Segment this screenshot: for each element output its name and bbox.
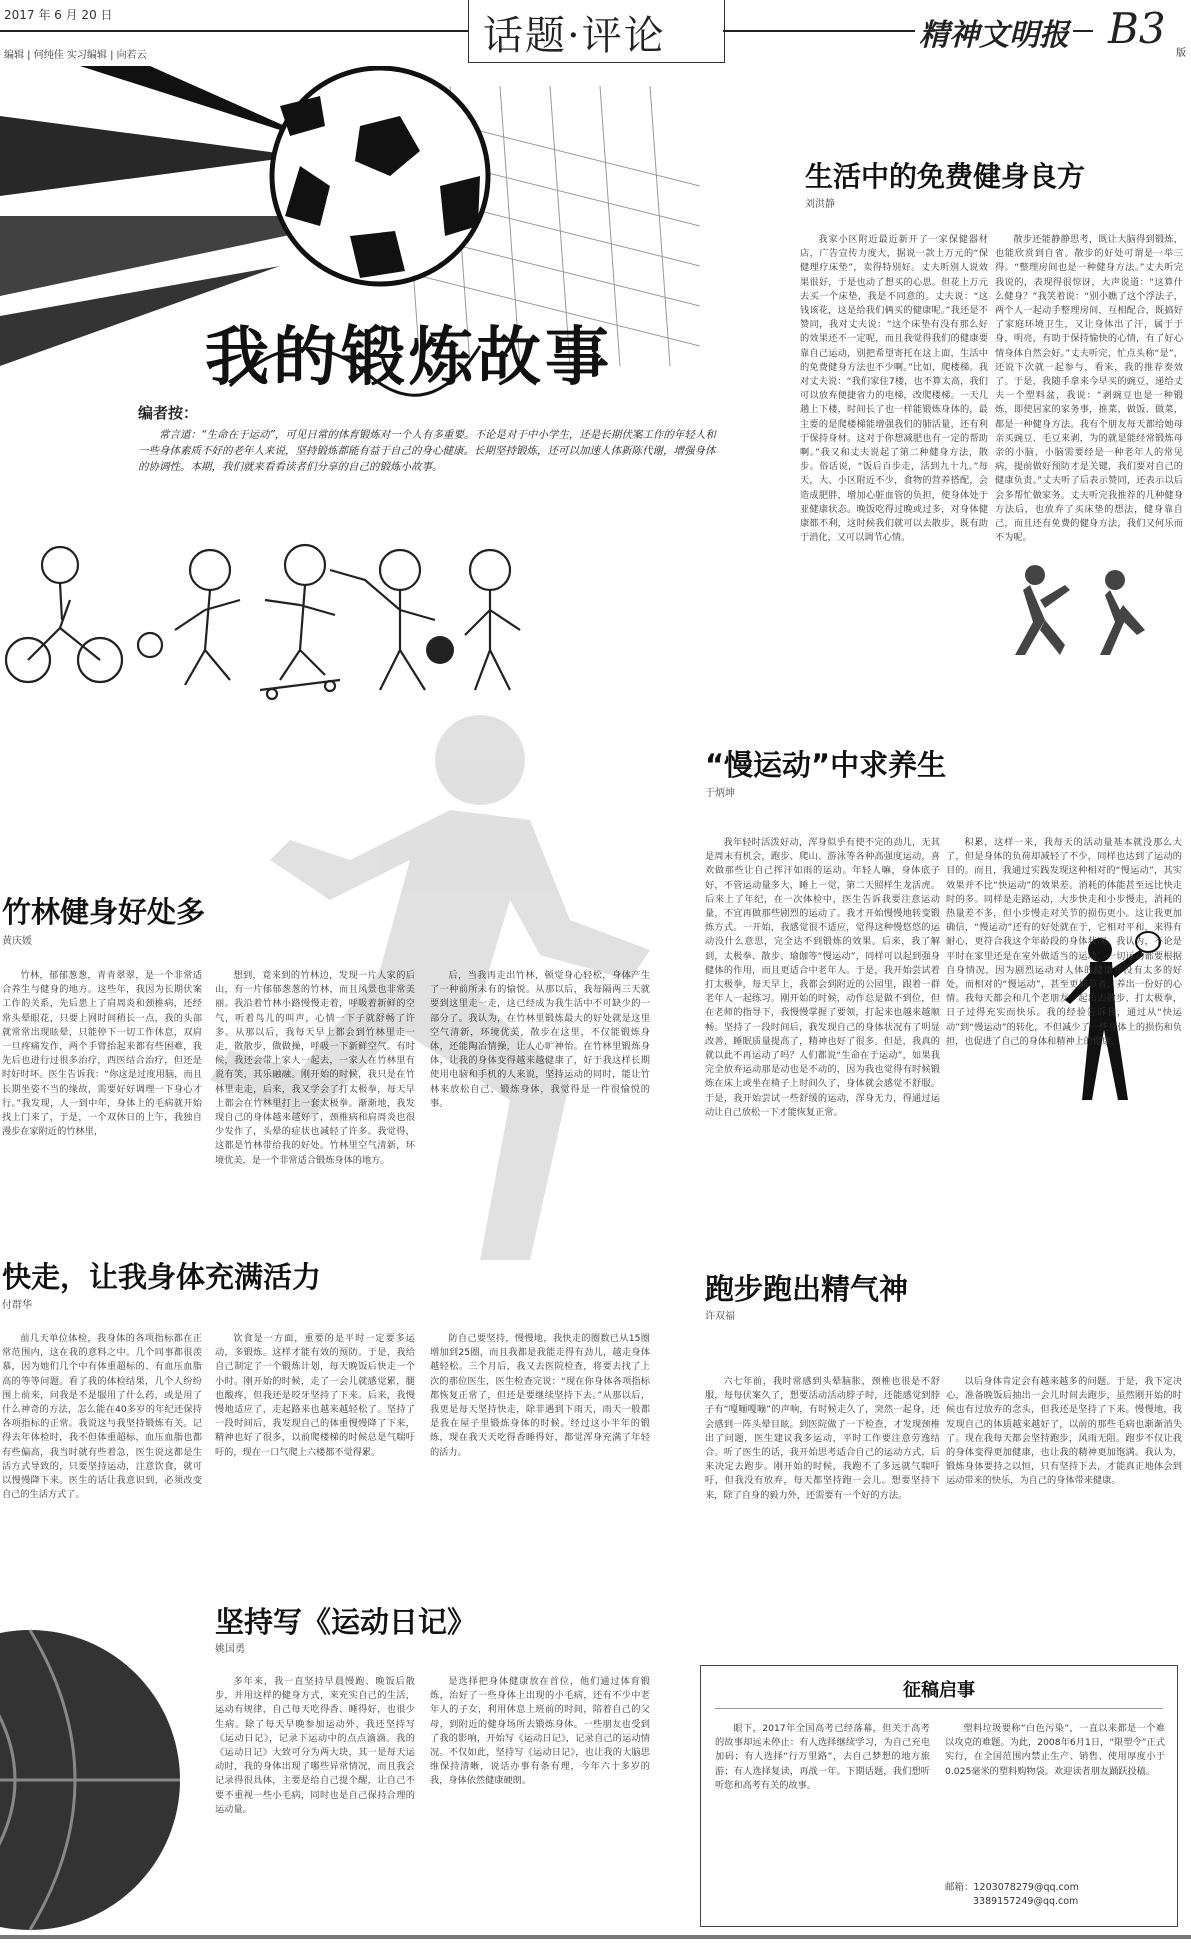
editor-note-text: 常言道：“生命在于运动”，可见日常的体育锻炼对一个人有多重要。不论是对于中小学生，还是长期伏案工作的年轻人和一些身体素质不好的老年人来说，坚持锻炼都能有益于自己的身心健康。长期坚持锻炼，还可以加速人体新陈代谢，增强身体的协调性。本期，我们就来看看读者们分享的自己的锻炼小故事。 bbox=[138, 429, 716, 473]
section-title: 话题·评论 bbox=[483, 13, 666, 59]
call-for-submissions-title: 征稿启事 bbox=[903, 1680, 975, 1701]
page-number: B3 bbox=[1108, 4, 1166, 53]
article-body-bamboo-forest-col2 bbox=[215, 969, 415, 1239]
article-body-brisk-walking-col1 bbox=[2, 1332, 202, 1590]
article-body-exercise-diary-col1 bbox=[215, 1675, 415, 1933]
article-byline-bamboo-forest: 黄庆媛 bbox=[2, 936, 32, 947]
notice-body-col2 bbox=[945, 1722, 1165, 1877]
article-title-free-fitness: 生活中的免费健身良方 bbox=[805, 160, 1086, 193]
children-sports-illustration bbox=[0, 540, 680, 700]
article-title-running: 跑步跑出精气神 bbox=[705, 1272, 909, 1306]
article-title-slow-exercise: “慢运动”中求养生 bbox=[705, 748, 947, 782]
article-body-bamboo-forest-col3 bbox=[430, 969, 650, 1224]
article-body-exercise-diary-col2 bbox=[430, 1675, 650, 1933]
paragraph: 前几天单位体检，我身体的各项指标都在正常范围内，这在我的意料之中。几个同事都很羡慕，因为她们几个中有体重超标的、有血压血脂高的等等问题。看了我的体检结果，几个人纷纷围上前来，问我是不是服用了什么药，或是用了什么神奇的方法，怎么能在40多岁的年纪还保持各项指标的正常。我说这与我坚持锻炼有关。记得去年体检时，我不但体重超标，血压血脂也都有些偏高，我当时就有些着急，医生说这都是生活方式导致的，只要坚持运动，注意饮食，就可以慢慢降下来。医生的话让我意识到，必须改变自己的生活方式了。 bbox=[2, 1333, 202, 1501]
article-body-brisk-walking-col3 bbox=[430, 1332, 650, 1532]
feature-title: 我的锻炼故事 bbox=[205, 320, 613, 395]
paragraph: 我家小区附近最近新开了一家保健器材店，广告宣传力度大，据说一款上万元的“保健理疗床垫”，卖得特别好。丈夫听别人说效果很好，于是也动了想买的心思。但花上万元去买一个床垫，我是不同意的。丈夫说：“这钱该花，这是给我们俩买的健康呢。”我还是不赞同，我对丈夫说：“这个床垫有没有那么好的效果还不一定呢，而且我觉得我们的健康要靠自己运动，别把希望寄托在这上面，生活中的免费健身方法也不少啊。”比如，爬楼梯。我对丈夫说：“我们家住7楼，也不算太高，我们可以放弃便捷省力的电梯，改爬楼梯。一天几趟上下楼，时间长了也一样能锻炼身体的，最主要的是爬楼梯能增强我们的肺活量，还有利于保持身材。这对于你想减肥也有一定的帮助啊。”我又和丈夫说起了第二种健身方法，散步。俗话说，“饭后百步走，活到九十九。”每天，大、小区附近不少，食物的营养搭配，会造成肥胖，增加心脏血管的负担，使身体处于亚健康状态。晚饭吃得过晚或过多，对身体健康都不利，这时候我们就可以去散步，既有助于消化，又可以调节心情。 bbox=[800, 234, 988, 544]
article-body-brisk-walking-col2 bbox=[215, 1332, 415, 1590]
paragraph: 防自己要坚持，慢慢地，我快走的圈数已从15圈增加到25圈，而且我都是我能走得有劲儿，越走身体越轻松。三个月后，我又去医院检查，将要去找了上次的那位医生，医生检查完说：“现在你身体各项指标都恢复正常了，但还是要继续坚持下去。”从那以后，我更是每天坚持快走，除非遇到下雨天，雨天一般都是我在屋子里锻炼身体的时候。经过这小半年的锻炼，现在我天天吃得香睡得好，都觉浑身充满了年轻的活力。 bbox=[430, 1333, 650, 1458]
article-body-running-col2 bbox=[946, 1375, 1182, 1605]
article-byline-running: 许双福 bbox=[705, 1311, 735, 1322]
call-for-submissions-box bbox=[700, 1665, 1178, 1927]
paragraph: 我年轻时活泼好动，浑身似乎有使不完的劲儿，无其是周末有机会，跑步、爬山、游泳等各种高强度运动，喜欢做那些让自己挥汗如雨的运动。年轻人嘛，身体底子好，不管运动量多大，睡上一觉，第二天照样生龙活虎。后来上了年纪，在一次体检中，医生告诉我要注意运动量，不宜再做那些剧烈的运动了。我才开始慢慢地转变锻炼方式。一开始，我感觉很不适应，觉得这种慢悠悠的运动没什么意思，完全达不到锻炼的效果。后来，我了解到，太极拳、散步、瑜伽等“慢运动”，同样可以起到强身健体的作用，而且更适合中老年人。于是，我开始尝试着打太极拳，每天早上，我都会到附近的公园里，跟着一群老年人一起练习。刚开始的时候，动作总是做不到位，但在老师的指导下，我慢慢掌握了要领，打起来也越来越顺畅。坚持了一段时间后，我发现自己的身体状况有了明显改善，睡眠质量提高了，精神也好了很多。但是，我真的就以此不再运动了吗？人们都说“生命在于运动”，如果我完全放弃运动那是动也是不动的，因为我也觉得有时候锻炼在床上或坐在椅子上时间久了，身体就会感觉不舒服。于是，我开始尝试一些舒缓的运动，浑身无力，得通过运动让自己放松一下才能恢复正常。 bbox=[705, 837, 940, 1118]
article-body-free-fitness-col2 bbox=[995, 233, 1183, 638]
paragraph: 后，当我再走出竹林，顿觉身心轻松，身体产生了一种前所未有的愉悦。从那以后，我每隔两三天就要到这里走一走，这已经成为我生活中不可缺少的一部分了。我认为，在竹林里锻炼最大的好处就是这里空气清新，环境优美，散步在这里，不仅能锻炼身体，还能陶冶情操，让人心旷神怡。在竹林里锻炼身体，让我的身体变得越来越健康了，好于我这样长期使用电脑和手机的人来说，坚持运动的同时，能让竹林来放松自己、锻炼身体，我觉得是一件很愉悦的事。 bbox=[430, 970, 650, 1109]
paragraph: 饮食是一方面，重要的是平时一定要多运动，多锻炼。这样才能有效的预防。于是，我给自己制定了一个锻炼计划，每天晚饭后快走一个小时。刚开始的时候，走了一会儿就感觉累，腿也酸疼，但我还是咬牙坚持了下来。后来，我慢慢地适应了，走起路来也越来越轻松了。坚持了一段时间后，我发现自己的体重慢慢降了下来，精神也好了很多，以前爬楼梯的时候总是气喘吁吁的，现在一口气爬上六楼都不觉得累。 bbox=[215, 1333, 415, 1458]
issue-date: 2017 年 6 月 20 日 bbox=[4, 8, 113, 22]
paragraph: 积累，这样一来，我每天的活动量基本就没那么大了，但是身体的负荷却减轻了不少，同样也达到了运动的目的。而且，我通过实践发现这种相对的“慢运动”，其实效果并不比“快运动”的效果差。消耗的体能甚至远比快走时的多。同样是走路运动，大步快走和小步慢走，消耗的热量差不多，但小步慢走对关节的损伤更小。这让我更加确信，“慢运动”还有的好处就在于，它相对平和，来得有耐心，更符合我这个年龄段的身体状况。我认为，不论是平时在家里还是在室外做适当的运动，一切运动都要根据自身情况，因为剧烈运动对人体的健康并没有太多的好处，而相对的“慢运动”，甚至更加节省，养出一份好的心情。我每天都会和几个老朋友一起出去散步、打太极拳，日子过得充实而快乐。我的经验告诉我，通过从“快运动”到“慢运动”的转化，不但减少了一些身体上的损伤和负担，也促进了自己的身体和精神上的健康。 bbox=[946, 837, 1182, 1047]
page-bottom-rule bbox=[0, 1935, 1191, 1939]
paper-name: 精神文明报 bbox=[915, 10, 1073, 54]
paragraph: 多年来，我一直坚持早晨慢跑、晚饭后散步，并用这样的健身方式，来充实自己的生活，运动有规律，自己每天吃得香、睡得好，也很少生病。除了每天早晚参加运动外，我还坚持写《运动日记》，记录下运动中的点点滴滴。我的《运动日记》大致可分为两大块，其一是每天运动时，我的身体出现了哪些异常情况，而且我会记录得很具体，主要是给自己提个醒，让自己不要不重视一些小毛病，同时也是自己保持合理的运动量。 bbox=[215, 1676, 415, 1815]
notice-body-col1 bbox=[715, 1722, 930, 1912]
paragraph: 是选择把身体健康放在首位，他们通过体育锻炼，治好了一些身体上出现的小毛病，还有不少中老年人的子女，利用休息上班前的时间，陪着自己的父母，到附近的健身场所去锻炼身体。一些朋友也受到了我的影响，开始写《运动日记》，记录自己的运动情况。不仅如此，坚持写《运动日记》，也让我的大脑思维保持清晰，说话办事有条有理，今年六十多岁的我，身体依然健康硬朗。 bbox=[430, 1676, 650, 1787]
article-byline-brisk-walking: 付群华 bbox=[2, 1300, 32, 1311]
email-address-1[interactable]: 1203078279@qq.com bbox=[973, 1882, 1079, 1893]
paragraph: 眼下，2017年全国高考已经落幕，但关于高考的故事却远未停止：有人选择继续学习，为自己充电加码；有人选择“行万里路”，去自己梦想的地方旅游；有人选择复读，再战一年。下期话题，我们想听听您和高考有关的故事。 bbox=[715, 1723, 930, 1791]
article-body-bamboo-forest-col1 bbox=[2, 969, 202, 1239]
paragraph: 散步还能静静思考，既让大脑得到锻炼，也能欣赏到自省。散步的好处可谓是一举三得。“整理房间也是一种健身方法。”丈夫听完我说的，表现得很惊讶，大声说道：“这算什么健身？”我笑着说：“别小瞧了这个浮法子，两个人一起动手整理房间，互相配合，既搞好了家庭环境卫生，又让身体出了汗，属于于身，明亮，有助于保持愉快的心情，有了好心情身体自然会好。”丈夫听完，忙点头称“是”，还说下次就一起参与，看来，我的推荐奏效了。于是，我随手拿来今早买的豌豆，递给丈夫一个塑料盆，我说：“剥豌豆也是一种锻炼，即使居家的家务事，推菜、做饭、做菜，都是一种健身方法。我有个朋友每天都给她母亲买豌豆、毛豆来剥，为的就是能经常锻炼母亲的小脑，小脑需要经是一种老年人的常见病，提前做好预防才是关键，我们要对自己的健康负责。”丈夫听了后表示赞同，还表示以后会多帮忙做家务。丈夫听完我推荐的几种健身方法后，也放弃了买床垫的想法，健身靠自己，而且还有免费的健身方法，我们又何乐而不为呢。 bbox=[995, 234, 1183, 544]
article-byline-slow-exercise: 于炳坤 bbox=[705, 788, 735, 799]
article-body-free-fitness-col1 bbox=[800, 233, 988, 638]
email-label: 邮箱： bbox=[945, 1882, 974, 1893]
editor-note bbox=[138, 402, 723, 475]
article-title-brisk-walking: 快走，让我身体充满活力 bbox=[2, 1260, 322, 1294]
email-address-2[interactable]: 3389157249@qq.com bbox=[973, 1896, 1079, 1907]
editor-note-label: 编者按： bbox=[138, 404, 199, 422]
notice-title-rule bbox=[715, 1708, 1163, 1709]
article-title-bamboo-forest: 竹林健身好处多 bbox=[2, 895, 206, 929]
masthead-rule-left bbox=[0, 30, 470, 32]
masthead bbox=[0, 0, 1191, 66]
paragraph: 塑料垃圾要称“白色污染”，一直以来都是一个难以攻克的难题。为此，2008年6月1日，“限塑令”正式实行，在全国范围内禁止生产、销售、使用厚度小于0.025毫米的塑料购物袋。欢迎读者朋友踊跃投稿。 bbox=[945, 1723, 1165, 1777]
article-byline-exercise-diary: 姚国勇 bbox=[215, 1644, 245, 1655]
article-body-slow-exercise-col1 bbox=[705, 836, 940, 1166]
paragraph: 以后身体肯定会有越来越多的问题。于是，我下定决心，准备晚饭后抽出一会儿时间去跑步，虽然刚开始的时候也有过放弃的念头，但我还是坚持了下来。慢慢地，我发现自己的体质越来越好了，以前的那些毛病也渐渐消失了。现在我每天都会坚持跑步，风雨无阻。跑步不仅让我的身体变得更加健康，也让我的精神更加饱满。我认为，锻炼身体要持之以恒，只有坚持下去，才能真正地体会到运动带来的快乐，为自己的身体带来健康。 bbox=[946, 1376, 1182, 1487]
article-body-slow-exercise-col2 bbox=[946, 836, 1182, 1121]
paragraph: 竹林，郁郁葱葱，青青翠翠，是一个非常适合养生与健身的地方。这些年，我因为长期伏案工作的关系，先后患上了肩周炎和颈椎病，还经常头晕眼花，只要上网时间稍长一点，我的头部就常常出现眩晕，只能停下一切工作休息，双肩一旦疼痛发作，两个手臂抬起来都有些困难，我先后也进行过很多治疗，西医结合治疗，但还是时好时坏。医生告诉我：“你这是过度用脑，而且长期坐姿不当的缘故，需要好好调理一下身心才行。”我发现，人一到中年，身体上的毛病就开始找上门来了，于是，一个双休日的上午，我独自漫步在家附近的竹林里， bbox=[2, 970, 202, 1138]
article-title-exercise-diary: 坚持写《运动日记》 bbox=[215, 1605, 477, 1639]
basketball-illustration bbox=[0, 1620, 190, 1940]
article-byline-free-fitness: 刘洪静 bbox=[805, 199, 835, 210]
paragraph: 想到，竟来到的竹林边，发现一片人家的后山，有一片郁郁葱葱的竹林，而且风景也非常美丽。我沿着竹林小路慢慢走着，呼吸着新鲜的空气，听着鸟儿的叫声，心情一下子就舒畅了许多。从那以后，我每天早上都会到竹林里走一走，散散步，做做操，呼吸一下新鲜空气。有时候，我还会带上家人一起去，一家人在竹林里有说有笑，其乐融融。刚开始的时候，我只是在竹林里走走，后来，我又学会了打太极拳，每天早上都会在竹林里打上一套太极拳。渐渐地，我发现自己的身体越来越好了，颈椎病和肩周炎也很少发作了，头晕的症状也减轻了许多。我觉得，这都是竹林带给我的好处。竹林里空气清新，环境优美，是一个非常适合锻炼身体的地方。 bbox=[215, 970, 415, 1166]
paragraph: 六七年前，我时常感到头晕脑胀，颈椎也很是不舒服，每每伏案久了，想要活动活动脖子时，还能感觉到脖子有“嘎嘣嘎嘣”的声响，有时候走久了，突然一起身，还会感到一阵头晕目眩。到医院做了一下检查，才发现颈椎出了问题，医生建议我多运动，平时工作要注意劳逸结合。听了医生的话，我开始思考适合自己的运动方式，后来决定去跑步。刚开始的时候，我跑不了多远就气喘吁吁，但我没有放弃，每天都坚持跑一会儿。想要坚持下来，除了自身的毅力外，还需要有一个好的方法。 bbox=[705, 1376, 940, 1501]
article-body-running-col1 bbox=[705, 1375, 940, 1645]
page-suffix: 版 bbox=[1176, 48, 1186, 59]
section-box bbox=[468, 0, 725, 63]
notice-contact bbox=[945, 1881, 1079, 1909]
editor-credits: 编辑 | 何纯佳 实习编辑 | 向若云 bbox=[4, 50, 147, 61]
